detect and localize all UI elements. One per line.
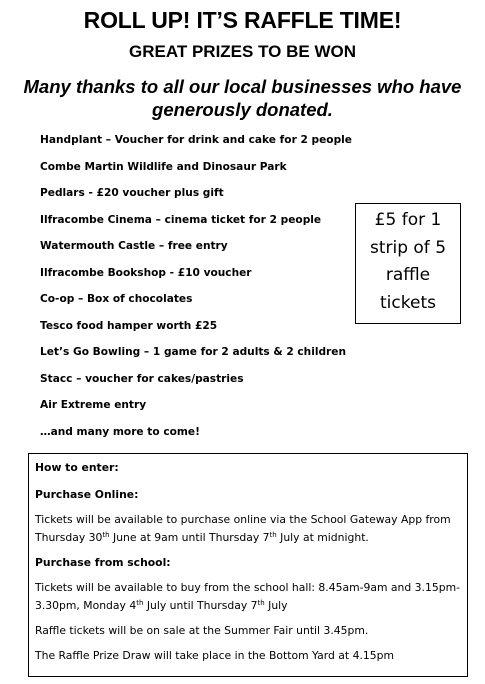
prize-item: Combe Martin Wildlife and Dinosaur Park [40,160,287,173]
price-line: tickets [380,292,436,313]
school-text: Tickets will be available to buy from the school hall: 8.45am-9am and 3.15pm-3.30pm, Monday 4th July until Thursday 7th July [35,581,460,612]
prize-item: Pedlars - £20 voucher plus gift [40,187,224,199]
prize-item: Air Extreme entry [40,399,147,411]
how-to-enter-heading: How to enter: [35,461,119,474]
price-line: strip of 5 [369,237,447,258]
online-text: Tickets will be available to purchase online via the School Gateway App from Thursday 30th June at 9am until Thursday 7th July at midnight. [35,513,451,544]
prize-item: Tesco food hamper worth £25 [40,319,218,332]
price-line: £5 for 1 [374,210,442,230]
summer-fair-text: Raffle tickets will be on sale at the Summer Fair until 3.45pm. [35,624,369,637]
prize-item: Stacc – voucher for cakes/pastries [40,372,244,385]
thanks-message: Many thanks to all our local businesses who have generously donated. [23,76,462,120]
how-to-enter-box [28,453,468,677]
prize-draw-text: The Raffle Prize Draw will take place in the Bottom Yard at 4.15pm [35,649,394,662]
prize-item: Co-op – Box of chocolates [40,293,193,305]
prize-item: …and many more to come! [40,425,200,438]
page-title: ROLL UP! IT’S RAFFLE TIME! [83,7,402,33]
online-heading: Purchase Online: [35,488,139,501]
prize-item: Ilfracombe Bookshop - £10 voucher [40,266,252,279]
prize-item: Let’s Go Bowling – 1 game for 2 adults & 2 children [40,346,347,358]
price-line: raffle [385,265,431,285]
prize-item: Watermouth Castle – free entry [40,240,228,252]
price-box [355,203,461,324]
school-heading: Purchase from school: [35,556,171,569]
prize-item: Ilfracombe Cinema – cinema ticket for 2 people [40,213,322,226]
prize-list [40,134,360,452]
page-subtitle: GREAT PRIZES TO BE WON [129,42,356,61]
prize-item: Handplant – Voucher for drink and cake for 2 people [40,134,352,146]
